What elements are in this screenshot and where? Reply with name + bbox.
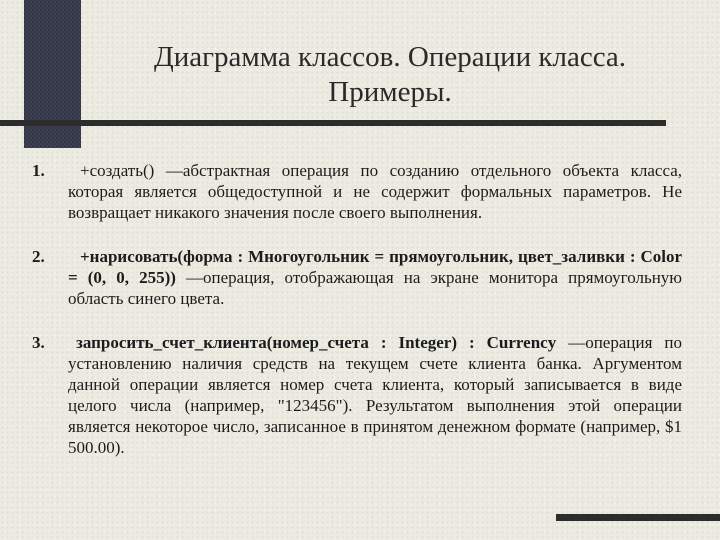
slide-title	[110, 40, 670, 110]
operation-description: —абстрактная операция по созданию отдельного объекта класса, которая является общедоступной и не содержит формальных параметров. Не возвращает никакого значения после своего выполнения.	[68, 161, 682, 222]
list-item	[32, 160, 682, 223]
operation-description: —операция, отображающая на экране монитора прямоугольную область синего цвета.	[68, 268, 683, 308]
list-item-text	[68, 246, 682, 309]
operation-description: —операция по установлению наличия средств на текущем счете клиента банка. Аргументом данной операции является номер счета клиента, который записывается в виде целого числа (например, "123456"). Результатом выполнения этой операции является некоторое число, записанное в принятом денежном формате (например, $1 500.00).	[68, 333, 682, 457]
list-item-number: 1.	[32, 161, 45, 180]
list-item-number: 2.	[32, 247, 45, 266]
slide-title-line-1: Диаграмма классов. Операции класса.	[153, 41, 627, 73]
list-item-text	[68, 332, 682, 458]
operation-signature: запросить_счет_клиента(номер_счета : Integer) : Currency	[76, 333, 557, 352]
list-item-text	[68, 160, 682, 223]
slide-title-line-2: Примеры.	[328, 76, 452, 108]
operations-list	[32, 160, 682, 458]
list-item-number: 3.	[32, 333, 45, 352]
footer-divider-line	[556, 514, 720, 521]
operation-signature: +создать()	[80, 161, 155, 180]
list-item	[32, 332, 682, 458]
list-item	[32, 246, 682, 309]
title-divider-line	[0, 120, 666, 126]
operation-signature: +нарисовать(форма : Многоугольник = прямоугольник, цвет_заливки : Color = (0, 0, 255))	[68, 247, 682, 287]
